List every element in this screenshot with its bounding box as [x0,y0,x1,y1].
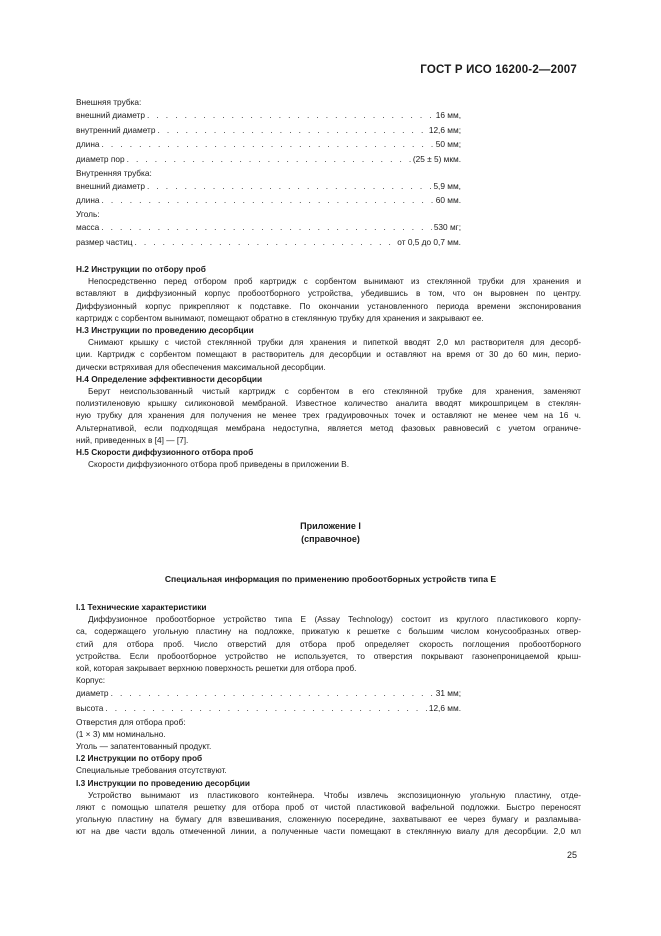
document-code: ГОСТ Р ИСО 16200-2—2007 [420,64,577,76]
section-heading-i3: I.3 Инструкции по проведению десорбции [76,777,250,788]
paragraph-h4: Берут неиспользованный чистый картридж с сорбентом в его стеклянной трубке для хранения, заменяют полиэтиленовую крышку силиконовой мембраной. Известное количество аналита вводят микрошприцем в стеклян- ную трубку для хранения для получения не менее трех градуировочных точек и оставляют не менее чем на 16 ч. Альтернативой, если подходящая мембрана недоступна, является метод фазовых равновесий с учетом ограниче- ний, приведенных в [4] — [7]. [76,386,581,445]
section-heading-h2: Н.2 Инструкции по отбору проб [76,264,206,274]
spec-row: длина . . . 60 мм. [76,193,461,208]
spec-row: внутренний диаметр . . . 12,6 мм; [76,123,461,138]
appendix-subtitle: (справочное) [301,534,360,544]
spec-row: внешний диаметр . . . 16 мм, [76,108,461,123]
section-heading-h3: Н.3 Инструкции по проведению десорбции [76,325,254,336]
spec-row: размер частиц . . . от 0,5 до 0,7 мм. [76,235,461,250]
spec-row: высота . . . 12,6 мм. [76,701,461,716]
holes-value: (1 × 3) мм номинально. [76,728,166,739]
paragraph-h2: Непосредственно перед отбором проб картридж с сорбентом вынимают из стеклянной трубки для хранения и вставляют в диффузионный корпус пробоотборного устройства, убедившись в том, что он выровнен по центру. Диффузионный корпус прикрепляют к подставке. По окончании установленного периода времени экспонирования картридж с сорбентом вынимают, помещают обратно в стеклянную трубку для хранения и закрывают ее. [76,276,581,323]
paragraph-i2: Специальные требования отсутствуют. [76,765,227,776]
appendix-section-title: Специальная информация по применению пробоотборных устройств типа Е [164,574,497,584]
spec-row: внешний диаметр . . . 5,9 мм, [76,179,461,194]
paragraph-h3: Снимают крышку с чистой стеклянной трубки для хранения и пипеткой вводят 2,0 мл растворителя для десорб- ции. Картридж с сорбентом помещают в растворитель для десорбции и оставляют на время от 30 до 60 мин, перио- дически встряхивая для обеспечения максимальной десорбции. [76,337,581,372]
spec-row: диаметр . . . 31 мм; [76,686,461,701]
paragraph-i3: Устройство вынимают из пластикового контейнера. Чтобы извлечь экспозиционную угольную пластину, отде- ляют с помощью шпателя решетку для отбора проб от чистой пластиковой вафельной подложки. Быстро переносят угольную пластину на бумагу для взвешивания, сложенную посередине, захватывают ее через бумагу и разламыва- ют на две части вдоль отмеченной линии, а полученные части помещают в стеклянную виалу для десорбции. 2,0 мл [76,789,581,837]
coal-note: Уголь — запатентованный продукт. [76,741,212,752]
spec-row: диаметр пор . . . (25 ± 5) мкм. [76,152,461,167]
appendix-title: Приложение I [300,521,361,531]
section-heading-i2: I.2 Инструкции по отбору проб [76,753,203,764]
section-heading-i1: I.1 Технические характеристики [76,602,207,612]
spec-row: масса . . . 530 мг; [76,220,461,235]
section-heading-h4: Н.4 Определение эффективности десорбции [76,373,263,384]
tube-spec-list [76,96,581,249]
sections-h [76,263,581,470]
section-heading-h5: Н.5 Скорости диффузионного отбора проб [76,447,254,458]
paragraph-i1: Диффузионное пробоотборное устройство типа Е (Assay Technology) состоит из круглого пластикового корпу- са, содержащего угольную пластину на подложке, прижатую к решетке с большим числом конусообразных отвер- стий для отбора проб. Число отверстий для отбора проб определяет скорость поглощения пробоотборного устройства. Если пробоотборное устройство не используется, то отверстия покрывают газонепроницаемой крыш- кой, которая закрывает верхнюю поверхность решетки для отбора проб. [76,614,581,674]
body-label: Корпус: [76,675,106,686]
sections-i [76,601,581,838]
inner-tube-label: Внутренняя трубка: [76,167,152,178]
paragraph-h5: Скорости диффузионного отбора проб приведены в приложении В. [88,459,349,470]
holes-label: Отверстия для отбора проб: [76,716,186,727]
outer-tube-label: Внешняя трубка: [76,97,142,107]
spec-row: длина . . . 50 мм; [76,137,461,152]
page-number: 25 [566,850,577,860]
coal-label: Уголь: [76,208,100,219]
